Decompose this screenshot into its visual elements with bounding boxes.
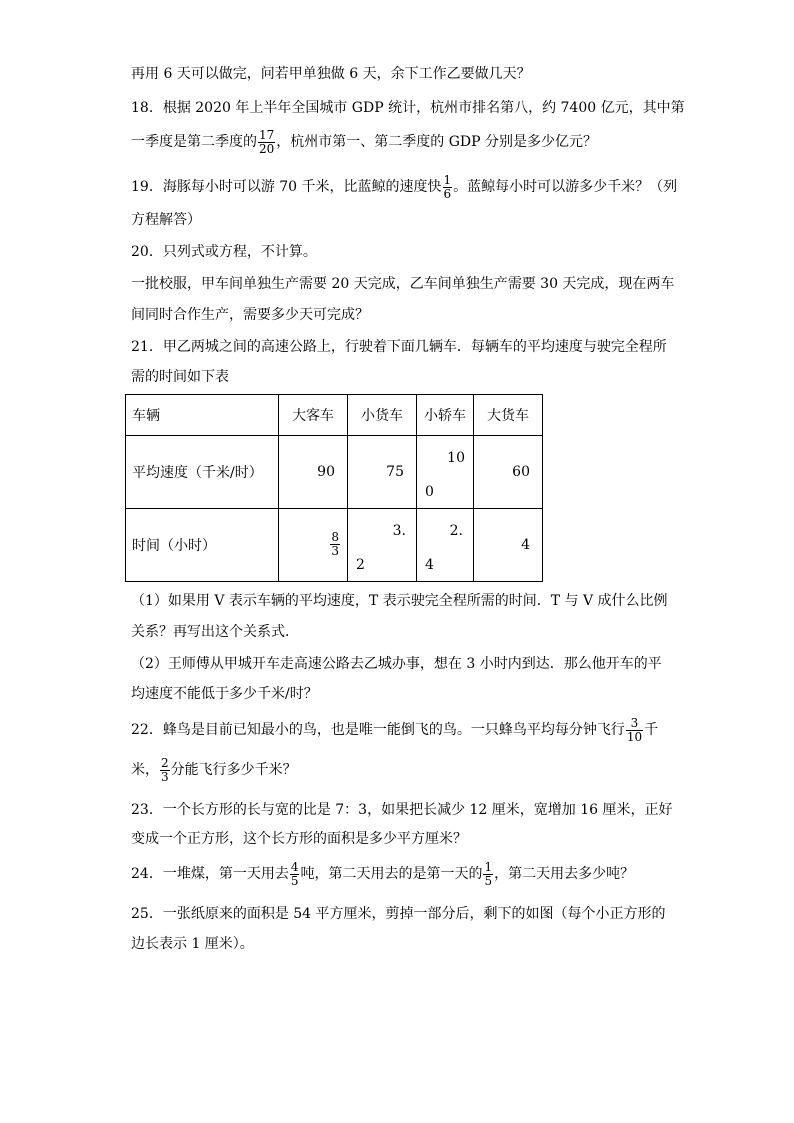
fraction-4-5: $\frac{4}{5}$	[290, 859, 299, 888]
table-cell	[279, 509, 348, 582]
q21-part1-line1: （1）如果用 V 表示车辆的平均速度，T 表示驶完全程所需的时间．T 与 V 成什么比例	[131, 593, 668, 609]
q19-line1: 19．海豚每小时可以游 70 千米，比蓝鲸的速度快 $\frac{1}{6}$ 。蓝鲸每小时可以游多少千米？（列	[131, 172, 678, 201]
q24-line: 24．一堆煤，第一天用去 $\frac{4}{5}$ 吨，第二天用去的是第一天的 $\frac{1}{5}$ ，第二天用去多少吨？	[131, 859, 635, 888]
table-header-cell: 大客车	[279, 395, 348, 436]
q21-line1: 21．甲乙两城之间的高速公路上，行驶着下面几辆车．每辆车的平均速度与驶完全程所	[131, 339, 667, 355]
q21-part1-line2: 关系？再写出这个关系式．	[131, 624, 299, 640]
table-cell: 75	[348, 436, 417, 509]
q25-line2: 边长表示 1 厘米）。	[131, 936, 254, 952]
q21-part2-line1: （2）王师傅从甲城开车走高速公路去乙城办事，想在 3 小时内到达．那么他开车的平	[131, 656, 662, 672]
fraction-1-6: $\frac{1}{6}$	[443, 172, 452, 201]
q21-part2-line2: 均速度不能低于多少千米/时？	[131, 686, 318, 702]
q25-line1: 25．一张纸原来的面积是 54 平方厘米，剪掉一部分后，剩下的如图（每个小正方形的	[131, 906, 666, 922]
table-cell: 60	[474, 436, 543, 509]
table-header-cell: 大货车	[474, 395, 543, 436]
table-cell: 10 0	[417, 436, 474, 509]
table-cell: 2. 4	[417, 509, 474, 582]
fraction-2-3: $\frac{2}{3}$	[161, 755, 169, 784]
fraction-17-20: $\frac{17}{20}$	[259, 127, 275, 156]
q22-line1: 22．蜂鸟是目前已知最小的鸟，也是唯一能倒飞的鸟。一只蜂鸟平均每分钟飞行 $\frac{3}{10}$ 千	[131, 715, 659, 744]
q22-line2: 米， $\frac{2}{3}$ 分能飞行多少千米？	[131, 755, 297, 784]
q20-line1: 20．只列式或方程，不计算。	[131, 244, 317, 260]
q23-line1: 23．一个长方形的长与宽的比是 7：3，如果把长减少 12 厘米，宽增加 16 厘米，正好	[131, 802, 673, 818]
q23-line2: 变成一个正方形，这个长方形的面积是多少平方厘米？	[131, 831, 467, 847]
q18-line2: 一季度是第二季度的 $\frac{17}{20}$ ，杭州市第一、第二季度的 GDP 分别是多少亿元？	[131, 127, 598, 156]
q21-line2: 需的时间如下表	[131, 369, 229, 385]
q20-line2: 一批校服，甲车间单独生产需要 20 天完成，乙车间单独生产需要 30 天完成，现在两车	[131, 276, 675, 292]
table-cell: 4	[474, 509, 543, 582]
table-row	[126, 436, 543, 509]
fraction-1-5: $\frac{1}{5}$	[484, 859, 493, 888]
fraction-3-10: $\frac{3}{10}$	[626, 715, 643, 744]
q19-line2: 方程解答）	[131, 212, 201, 228]
q18-line1: 18．根据 2020 年上半年全国城市 GDP 统计，杭州市排名第八，约 7400 亿元，其中第	[131, 100, 685, 116]
table-cell: 3. 2	[348, 509, 417, 582]
table-header-cell: 小轿车	[417, 395, 474, 436]
table-cell: 90	[279, 436, 348, 509]
table-header-cell: 车辆	[126, 395, 279, 436]
vehicle-table	[125, 394, 543, 582]
table-cell: 时间（小时）	[126, 509, 279, 582]
table-header-cell: 小货车	[348, 395, 417, 436]
table-row	[126, 395, 543, 436]
table-row	[126, 509, 543, 582]
line-continuation: 再用 6 天可以做完，问若甲单独做 6 天，余下工作乙要做几天？	[131, 66, 531, 82]
q20-line3: 间同时合作生产，需要多少天可完成？	[131, 307, 369, 323]
fraction-8-3: $\frac{8}{3}$	[331, 530, 339, 558]
table-cell: 平均速度（千米/时）	[126, 436, 279, 509]
